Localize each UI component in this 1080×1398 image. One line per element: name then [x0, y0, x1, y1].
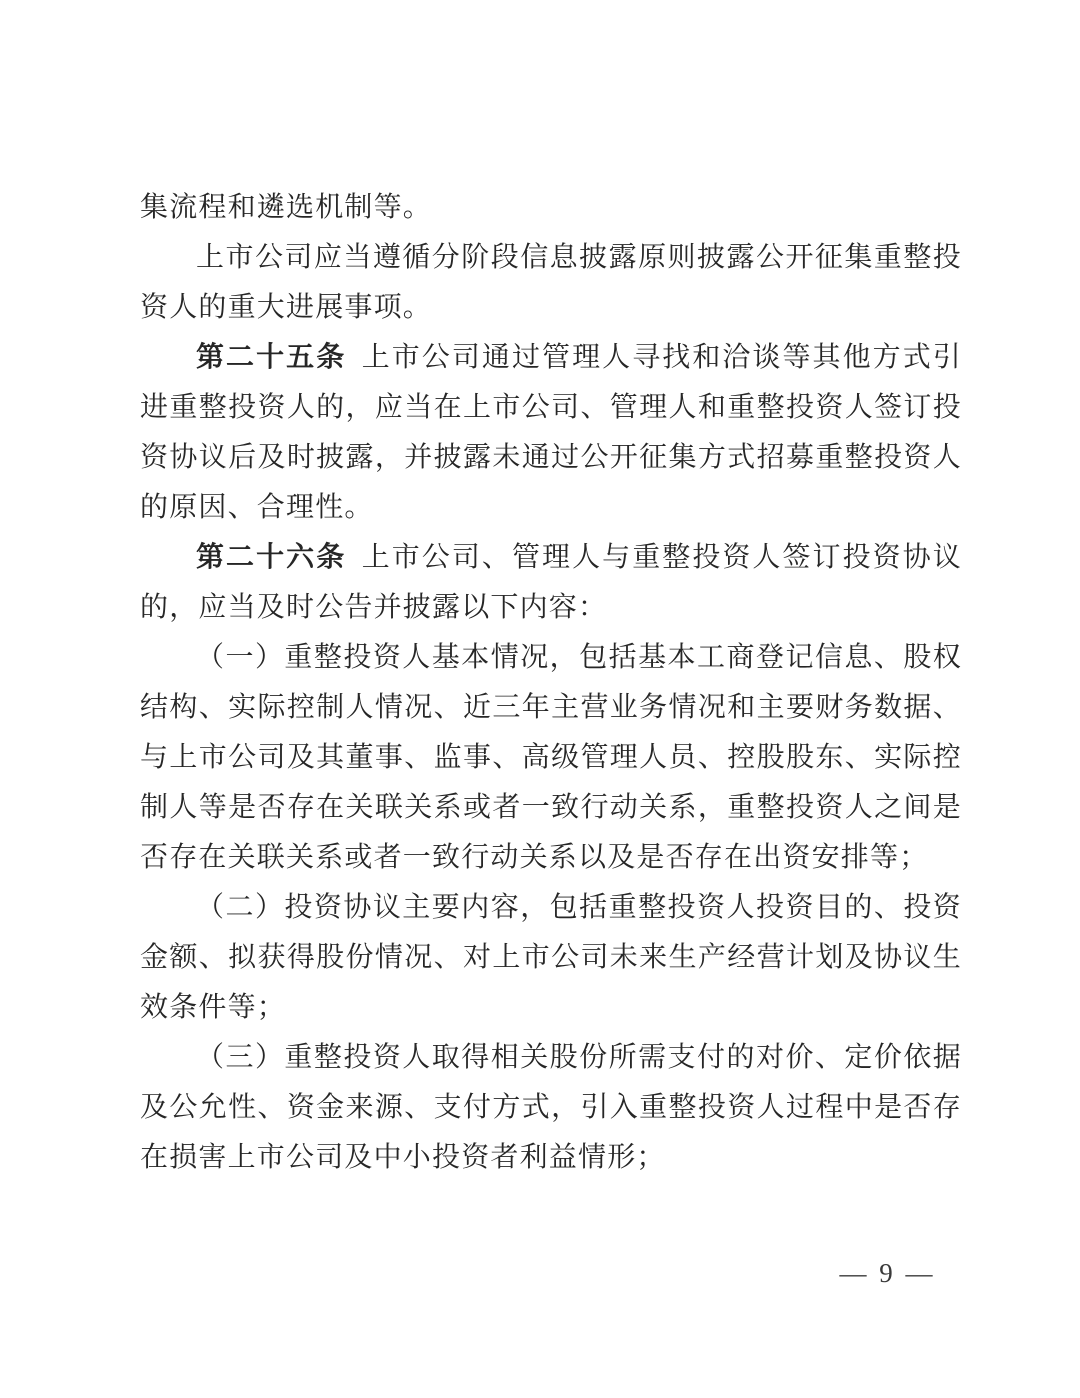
- paragraph-article-25: [140, 333, 962, 533]
- article-25-heading: 第二十五条: [196, 342, 347, 373]
- paragraph-article-26: [140, 533, 962, 633]
- document-body: [140, 183, 962, 1183]
- paragraph-continuation: 集流程和遴选机制等。: [140, 192, 433, 223]
- paragraph-item-2: （二）投资协议主要内容，包括重整投资人投资目的、投资金额、拟获得股份情况、对上市公司未来生产经营计划及协议生效条件等；: [140, 892, 962, 1023]
- article-25-text: 上市公司通过管理人寻找和洽谈等其他方式引进重整投资人的，应当在上市公司、管理人和重整投资人签订投资协议后及时披露，并披露未通过公开征集方式招募重整投资人的原因、合理性。: [140, 342, 962, 523]
- paragraph-item-1: （一）重整投资人基本情况，包括基本工商登记信息、股权结构、实际控制人情况、近三年主营业务情况和主要财务数据、与上市公司及其董事、监事、高级管理人员、控股股东、实际控制人等是否存在关联关系或者一致行动关系，重整投资人之间是否存在关联关系或者一致行动关系以及是否存在出资安排等；: [140, 642, 962, 873]
- article-26-heading: 第二十六条: [196, 542, 347, 573]
- article-26-text: 上市公司、管理人与重整投资人签订投资协议的，应当及时公告并披露以下内容：: [140, 542, 962, 623]
- paragraph-item-3: （三）重整投资人取得相关股份所需支付的对价、定价依据及公允性、资金来源、支付方式，引入重整投资人过程中是否存在损害上市公司及中小投资者利益情形；: [140, 1042, 962, 1173]
- page-number: — 9 —: [839, 1258, 933, 1288]
- paragraph-disclosure-principle: 上市公司应当遵循分阶段信息披露原则披露公开征集重整投资人的重大进展事项。: [140, 242, 962, 323]
